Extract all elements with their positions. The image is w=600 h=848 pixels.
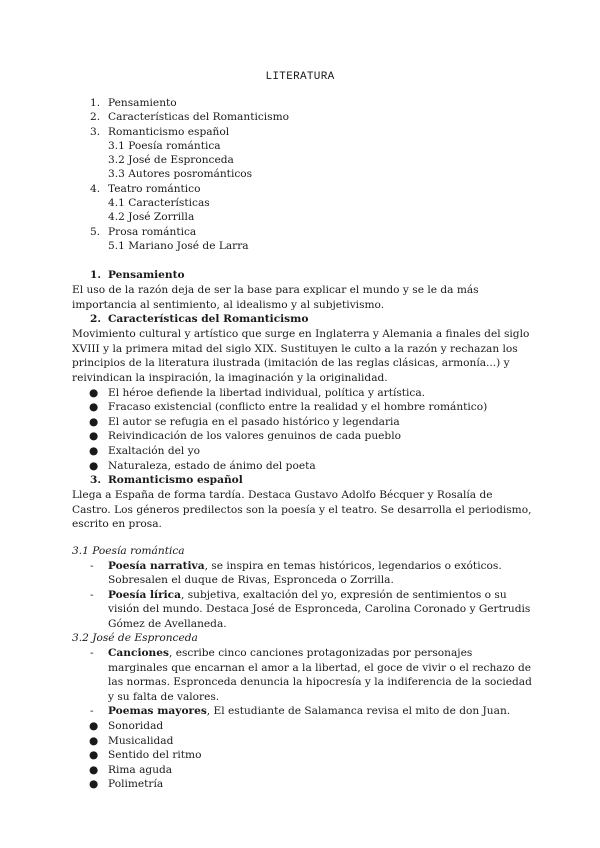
bullet-icon: ●: [89, 444, 99, 457]
section-paragraph: Movimiento cultural y artístico que surge en Inglaterra y Alemania a finales del siglo XVIII y la primera mitad del siglo XIX. Sustituyen le culto a la razón y rechazan los principios de la literatura ilustrada (imitación de las reglas clásicas, armonía...) y reivindican la inspiración, la imaginación y la originalidad.: [72, 328, 530, 384]
bullet-list: [72, 386, 534, 474]
list-item: [72, 386, 534, 401]
list-item-text: Exaltación del yo: [108, 444, 201, 457]
term-description: , escribe cinco canciones protagonizadas por personajes marginales que encarnan el amor a la libertad, el goce de vivir o el rechazo de las normas. Espronceda denuncia la hipocresía y la indiferencia de la sociedad y su falta de valores.: [108, 647, 532, 703]
toc-sublabel: 4.2 José Zorrilla: [108, 211, 195, 224]
toc-label: Romanticismo español: [108, 125, 230, 138]
list-item-text: Sentido del ritmo: [108, 749, 202, 762]
bullet-icon: ●: [89, 401, 99, 414]
page-title: LITERATURA: [265, 71, 335, 83]
term-description: , subjetiva, exaltación del yo, expresión de sentimientos o su visión del mundo. Destaca José de Espronceda, Carolina Coronado y Gertrudis Gómez de Avellaneda.: [108, 588, 531, 630]
list-item: [72, 400, 534, 415]
list-item: [72, 734, 534, 749]
bullet-icon: ●: [89, 763, 99, 776]
list-item-text: Reivindicación de los valores genuinos de cada pueblo: [108, 430, 401, 443]
subsection-title: 3.1 Poesía romántica: [72, 544, 185, 557]
section-title: Pensamiento: [108, 269, 185, 281]
list-item-text: Polimetría: [108, 778, 164, 791]
toc-sublabel: 3.1 Poesía romántica: [108, 139, 221, 152]
toc-label: Características del Romanticismo: [108, 111, 290, 124]
list-item: [72, 719, 534, 734]
term-description: , El estudiante de Salamanca revisa el mito de don Juan.: [206, 705, 511, 718]
toc-number: 5.: [90, 225, 101, 238]
bullet-icon: ●: [89, 734, 99, 747]
toc-sublabel: 3.2 José de Espronceda: [108, 154, 234, 167]
dash-icon: -: [90, 705, 94, 718]
toc-label: Teatro romántico: [108, 182, 201, 195]
term: Poesía narrativa: [108, 559, 205, 572]
toc-number: 3.: [90, 125, 101, 138]
bullet-icon: ●: [89, 386, 99, 399]
toc-subitem: [0, 239, 600, 253]
toc-number: 2.: [90, 111, 101, 124]
list-item-text: Musicalidad: [108, 734, 174, 747]
dash-icon: -: [90, 588, 94, 601]
toc-subitem: [0, 196, 600, 210]
toc-sublabel: 5.1 Mariano José de Larra: [108, 239, 249, 252]
term: Canciones: [108, 647, 169, 660]
term-description: , se inspira en temas históricos, legendarios o exóticos. Sobresalen el duque de Rivas, Espronceda o Zorrilla.: [108, 559, 502, 587]
bullet-icon: ●: [89, 430, 99, 443]
toc-sublabel: 3.3 Autores posrománticos: [108, 168, 253, 181]
section-title: Características del Romanticismo: [108, 313, 309, 326]
toc-item: [0, 225, 600, 239]
list-item: [72, 459, 534, 474]
list-item-text: Fracaso existencial (conflicto entre la realidad y el hombre romántico): [108, 401, 488, 414]
dash-icon: -: [90, 559, 94, 572]
list-item-text: El héroe defiende la libertad individual, política y artística.: [108, 386, 426, 399]
toc-number: 1.: [90, 97, 101, 109]
toc-number: 4.: [90, 182, 101, 195]
term: Poesía lírica: [108, 588, 181, 601]
list-item: [72, 588, 534, 632]
table-of-contents: [0, 96, 600, 253]
bullet-icon: ●: [89, 415, 99, 428]
section-paragraph: El uso de la razón deja de ser la base para explicar el mundo y se le da más importancia al sentimiento, al idealismo y al subjetivismo.: [72, 284, 479, 311]
section-heading: [72, 312, 534, 327]
list-item: [72, 559, 534, 588]
section-paragraph: Llega a España de forma tardía. Destaca Gustavo Adolfo Bécquer y Rosalía de Castro. Los géneros predilectos son la poesía y el teatro. Se desarrolla el periodismo, escrito en prosa.: [72, 489, 532, 531]
dash-list: [72, 559, 534, 632]
toc-subitem: [0, 167, 600, 181]
toc-subitem: [0, 153, 600, 167]
toc-item: [0, 96, 600, 110]
section-number: 2.: [90, 313, 102, 326]
document-body: [72, 268, 534, 792]
bullet-icon: ●: [89, 459, 99, 472]
bullet-list: [72, 719, 534, 792]
bullet-icon: ●: [89, 778, 99, 791]
section-number: 1.: [90, 269, 102, 281]
list-item: [72, 748, 534, 763]
list-item: [72, 444, 534, 459]
list-item: [72, 646, 534, 704]
toc-item: [0, 110, 600, 124]
section-number: 3.: [90, 474, 102, 487]
list-item: [72, 415, 534, 430]
toc-sublabel: 4.1 Características: [108, 197, 210, 210]
list-item: [72, 777, 534, 792]
dash-icon: -: [90, 647, 94, 660]
list-item: [72, 429, 534, 444]
list-item-text: Sonoridad: [108, 720, 164, 733]
toc-item: [0, 182, 600, 196]
list-item-text: Rima aguda: [108, 763, 173, 776]
section-title: Romanticismo español: [108, 474, 243, 487]
toc-label: Pensamiento: [108, 97, 177, 109]
term: Poemas mayores: [108, 705, 207, 718]
toc-label: Prosa romántica: [108, 225, 197, 238]
list-item: [72, 704, 534, 719]
bullet-icon: ●: [89, 749, 99, 762]
dash-list: [72, 646, 534, 719]
list-item-text: Naturaleza, estado de ánimo del poeta: [108, 459, 316, 472]
toc-subitem: [0, 139, 600, 153]
bullet-icon: ●: [89, 720, 99, 733]
section-heading: [72, 473, 534, 488]
list-item: [72, 763, 534, 778]
list-item-text: El autor se refugia en el pasado histórico y legendaria: [108, 415, 400, 428]
toc-item: [0, 125, 600, 139]
subsection-title: 3.2 José de Espronceda: [72, 632, 198, 645]
section-heading: [72, 268, 534, 283]
toc-subitem: [0, 210, 600, 224]
